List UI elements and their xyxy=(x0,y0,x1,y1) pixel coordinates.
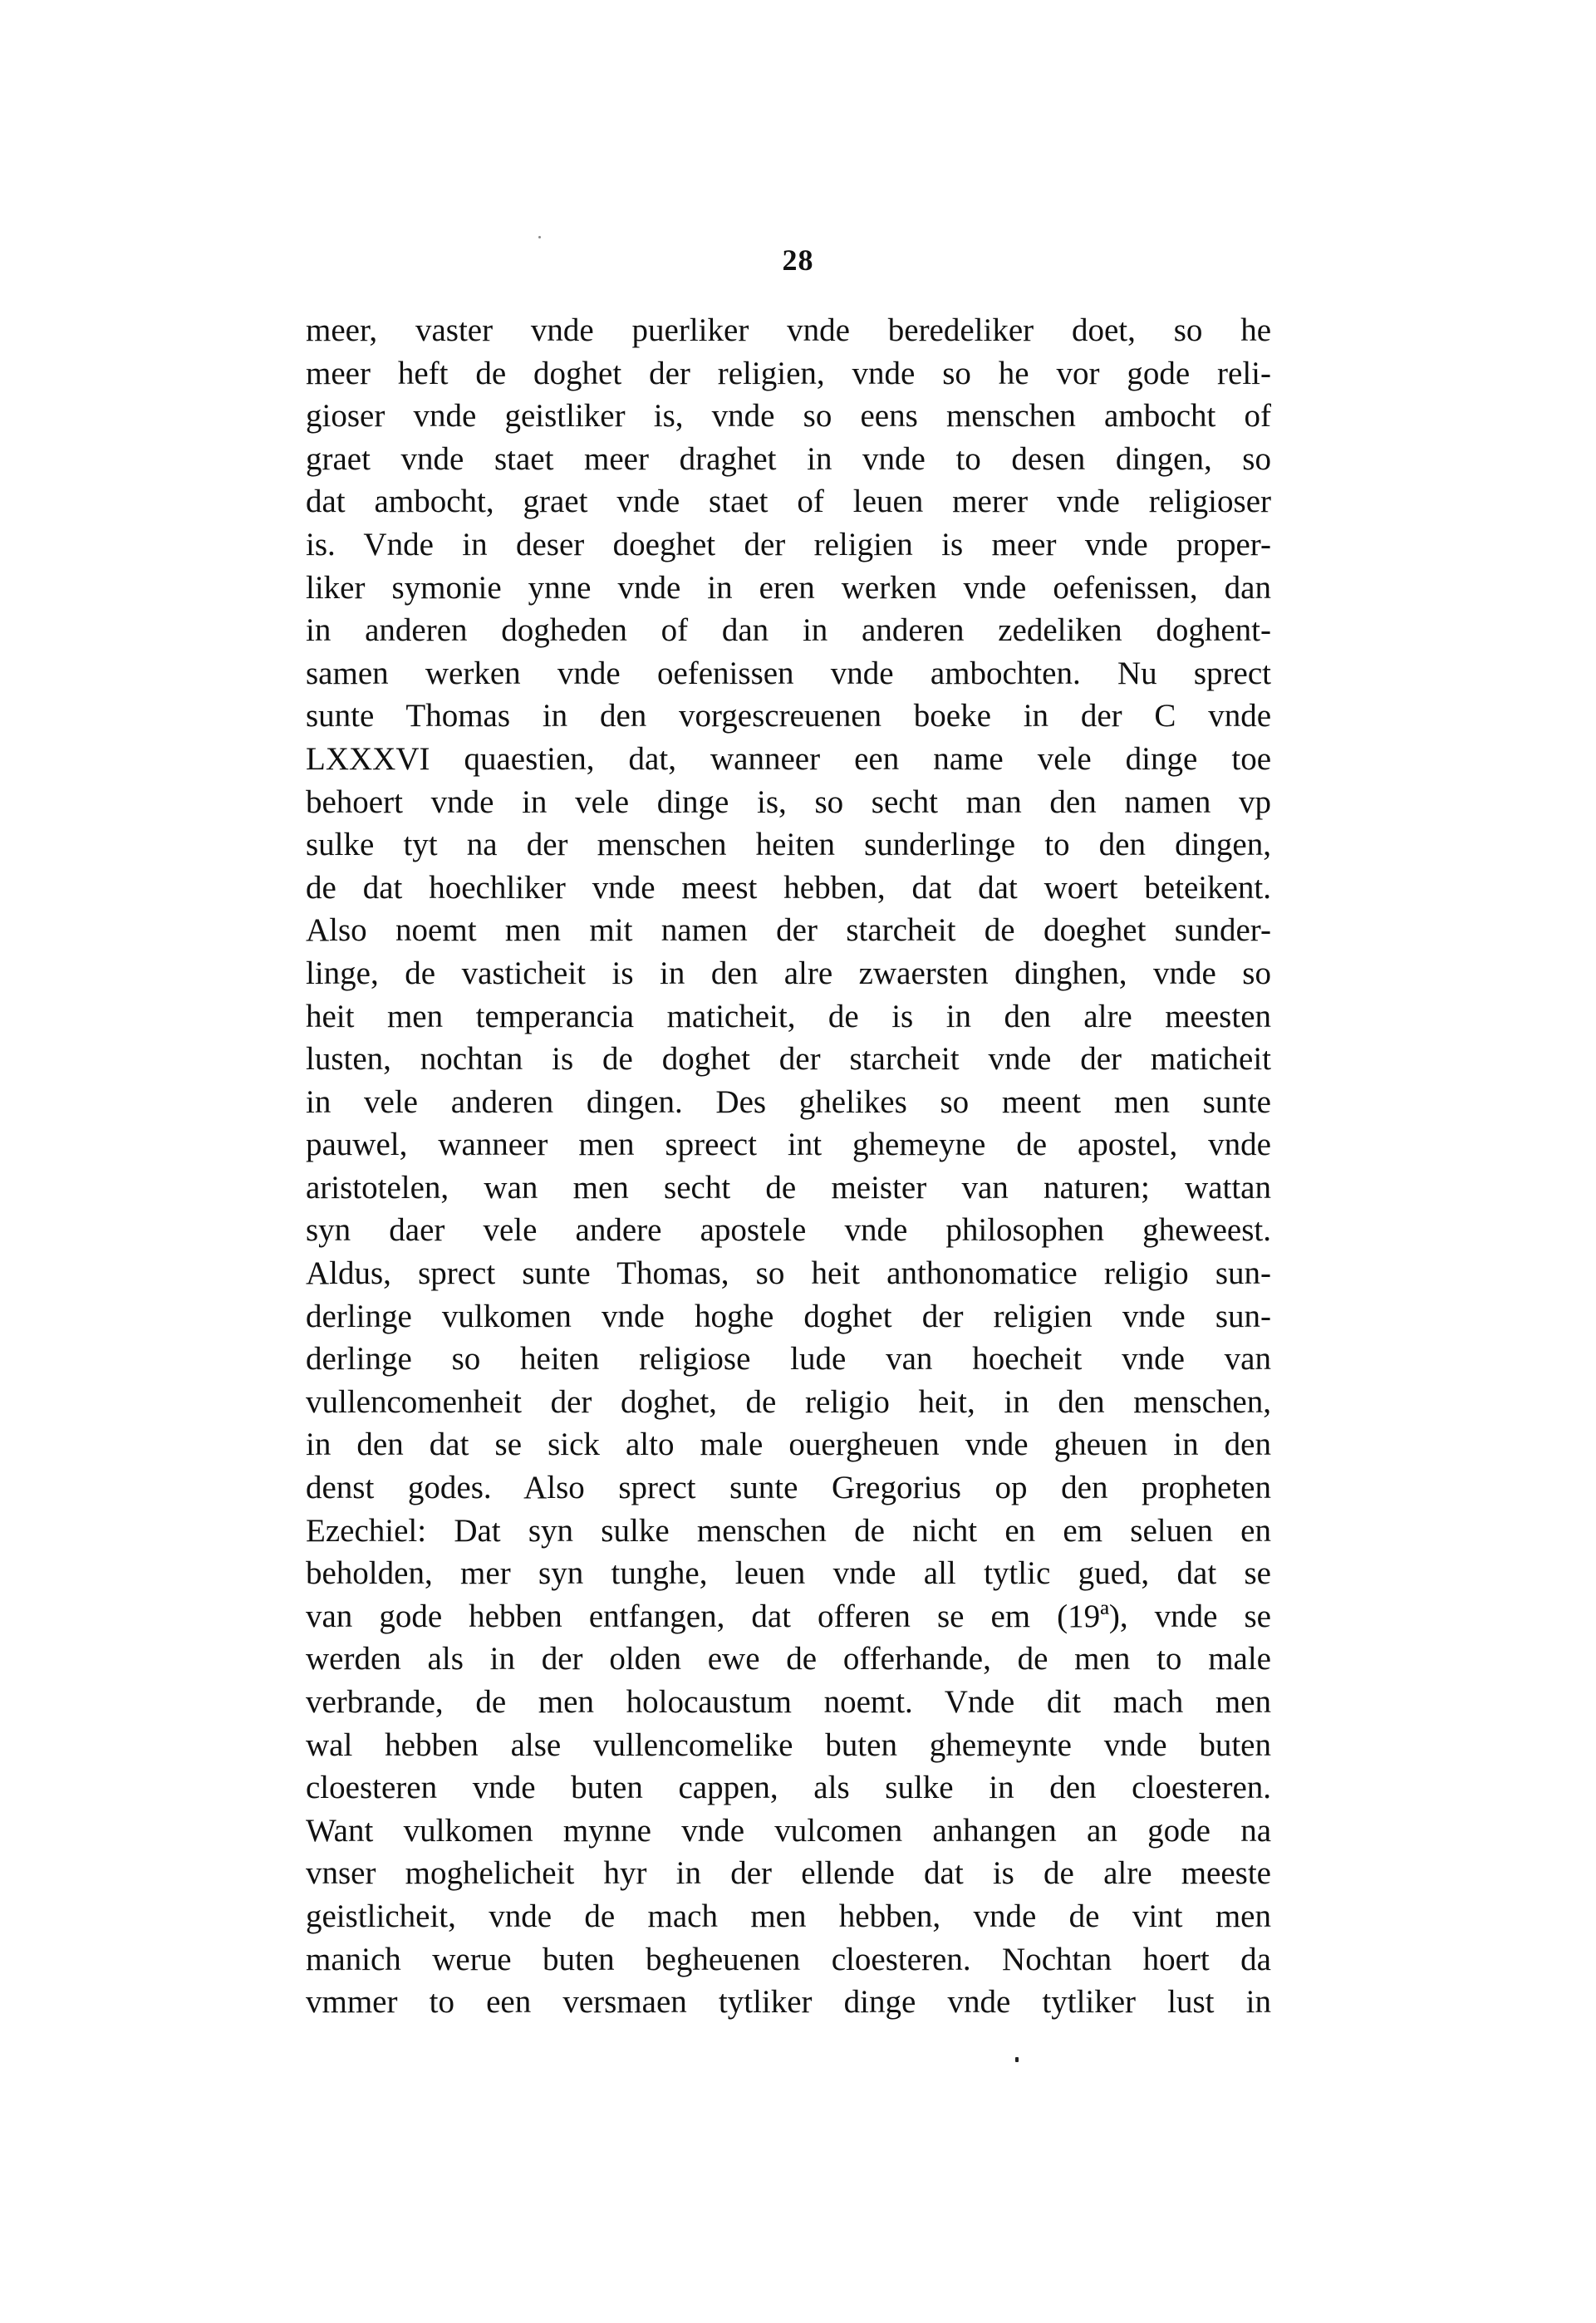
text-line-content: is. Vnde in deser doeghet der religien is meer vnde proper- xyxy=(306,526,1271,562)
text-line xyxy=(306,1895,1271,1938)
body-text xyxy=(306,309,1271,2024)
text-line xyxy=(306,1252,1271,1295)
text-line xyxy=(306,1381,1271,1424)
text-line xyxy=(306,1466,1271,1510)
text-line xyxy=(306,352,1271,395)
text-line-content: meer, vaster vnde puerliker vnde beredeliker doet, so he xyxy=(306,312,1271,348)
text-line xyxy=(306,867,1271,910)
text-line xyxy=(306,438,1271,481)
text-line xyxy=(306,1681,1271,1724)
text-line-content: gioser vnde geistliker is, vnde so eens menschen ambocht of xyxy=(306,398,1271,435)
speck-mark xyxy=(538,236,541,238)
text-line-content: sulke tyt na der menschen heiten sunderlinge to den dingen, xyxy=(306,827,1271,863)
text-line-content: vullencomenheit der doghet, de religio heit, in den menschen, xyxy=(306,1383,1271,1420)
text-line xyxy=(306,480,1271,523)
text-line xyxy=(306,523,1271,567)
text-line xyxy=(306,1938,1271,1982)
text-line xyxy=(306,1081,1271,1124)
stray-ink-mark xyxy=(1015,2057,1019,2062)
text-line xyxy=(306,995,1271,1039)
text-line xyxy=(306,823,1271,867)
text-line xyxy=(306,309,1271,352)
text-line-content: vnser moghelicheit hyr in der ellende dat is de alre meeste xyxy=(306,1855,1271,1892)
text-line-content: geistlicheit, vnde de mach men hebben, vnde de vint men xyxy=(306,1898,1271,1934)
text-line xyxy=(306,695,1271,738)
text-line-content: denst godes. Also sprect sunte Gregorius op den propheten xyxy=(306,1470,1271,1506)
text-line xyxy=(306,1123,1271,1166)
text-line xyxy=(306,567,1271,610)
text-line xyxy=(306,395,1271,438)
text-line xyxy=(306,1338,1271,1381)
text-line xyxy=(306,1724,1271,1767)
text-line xyxy=(306,1810,1271,1853)
text-line-content: linge, de vasticheit is in den alre zwaersten dinghen, vnde so xyxy=(306,955,1271,991)
text-line xyxy=(306,1209,1271,1252)
text-line-content: in den dat se sick alto male ouergheuen vnde gheuen in den xyxy=(306,1427,1271,1463)
text-line-content: cloesteren vnde buten cappen, als sulke in den cloesteren. xyxy=(306,1770,1271,1806)
text-line xyxy=(306,1166,1271,1210)
text-line xyxy=(306,1295,1271,1338)
text-line-content: meer heft de doghet der religien, vnde so he vor gode reli- xyxy=(306,355,1271,391)
text-line-content: derlinge vulkomen vnde hoghe doghet der religien vnde sun- xyxy=(306,1298,1271,1334)
page-number: 28 xyxy=(782,243,814,277)
text-line xyxy=(306,1552,1271,1595)
text-line-content: wal hebben alse vullencomelike buten ghemeynte vnde buten xyxy=(306,1726,1271,1763)
text-line-content: syn daer vele andere apostele vnde philosophen gheweest. xyxy=(306,1212,1271,1249)
text-line-content: sunte Thomas in den vorgescreuenen boeke in der C vnde xyxy=(306,698,1271,734)
text-line-content: behoert vnde in vele dinge is, so secht man den namen vp xyxy=(306,783,1271,820)
text-line xyxy=(306,1423,1271,1466)
text-line-content: lusten, nochtan is de doghet der starcheit vnde der maticheit xyxy=(306,1041,1271,1078)
text-line-content: heit men temperancia maticheit, de is in den alre meesten xyxy=(306,998,1271,1034)
text-line-content: Ezechiel: Dat syn sulke menschen de nicht en em seluen en xyxy=(306,1512,1271,1549)
text-line-content: Aldus, sprect sunte Thomas, so heit anthonomatice religio sun- xyxy=(306,1255,1271,1292)
text-line-content: beholden, mer syn tunghe, leuen vnde all tytlic gued, dat se xyxy=(306,1555,1271,1592)
text-line xyxy=(306,609,1271,652)
text-line xyxy=(306,1038,1271,1081)
text-line-content: de dat hoechliker vnde meest hebben, dat dat woert beteikent. xyxy=(306,869,1271,906)
text-line-content: in vele anderen dingen. Des ghelikes so meent men sunte xyxy=(306,1083,1271,1120)
text-line-content: pauwel, wanneer men spreect int ghemeyne de apostel, vnde xyxy=(306,1127,1271,1163)
text-line xyxy=(306,1852,1271,1895)
text-line xyxy=(306,1638,1271,1681)
text-line xyxy=(306,738,1271,781)
text-line xyxy=(306,1595,1271,1638)
text-line xyxy=(306,1981,1271,2024)
text-line-content: werden als in der olden ewe de offerhande, de men to male xyxy=(306,1641,1271,1677)
text-line xyxy=(306,909,1271,952)
text-line xyxy=(306,652,1271,695)
text-line-content: LXXXVI quaestien, dat, wanneer een name vele dinge toe xyxy=(306,740,1271,777)
text-line-content: samen werken vnde oefenissen vnde ambochten. Nu sprect xyxy=(306,655,1271,691)
text-line-content: Want vulkomen mynne vnde vulcomen anhangen an gode na xyxy=(306,1812,1271,1849)
text-line-content: aristotelen, wan men secht de meister van naturen; wattan xyxy=(306,1169,1271,1206)
text-line xyxy=(306,952,1271,995)
text-line-content: in anderen dogheden of dan in anderen zedeliken doghent- xyxy=(306,612,1271,649)
text-line-content: vmmer to een versmaen tytliker dinge vnde tytliker lust in xyxy=(306,1984,1271,2021)
text-line-content: dat ambocht, graet vnde staet of leuen merer vnde religioser xyxy=(306,484,1271,520)
text-line-content: verbrande, de men holocaustum noemt. Vnde dit mach men xyxy=(306,1684,1271,1720)
text-line-content: van gode hebben entfangen, dat offeren se em (19ª), vnde se xyxy=(306,1598,1271,1634)
text-line xyxy=(306,781,1271,824)
text-line xyxy=(306,1766,1271,1810)
text-line-content: Also noemt men mit namen der starcheit de doeghet sunder- xyxy=(306,912,1271,949)
text-line xyxy=(306,1510,1271,1553)
text-line-content: derlinge so heiten religiose lude van hoecheit vnde van xyxy=(306,1341,1271,1378)
text-line-content: manich werue buten begheuenen cloesteren. Nochtan hoert da xyxy=(306,1941,1271,1977)
text-line-content: graet vnde staet meer draghet in vnde to desen dingen, so xyxy=(306,440,1271,477)
text-line-content: liker symonie ynne vnde in eren werken vnde oefenissen, dan xyxy=(306,569,1271,606)
